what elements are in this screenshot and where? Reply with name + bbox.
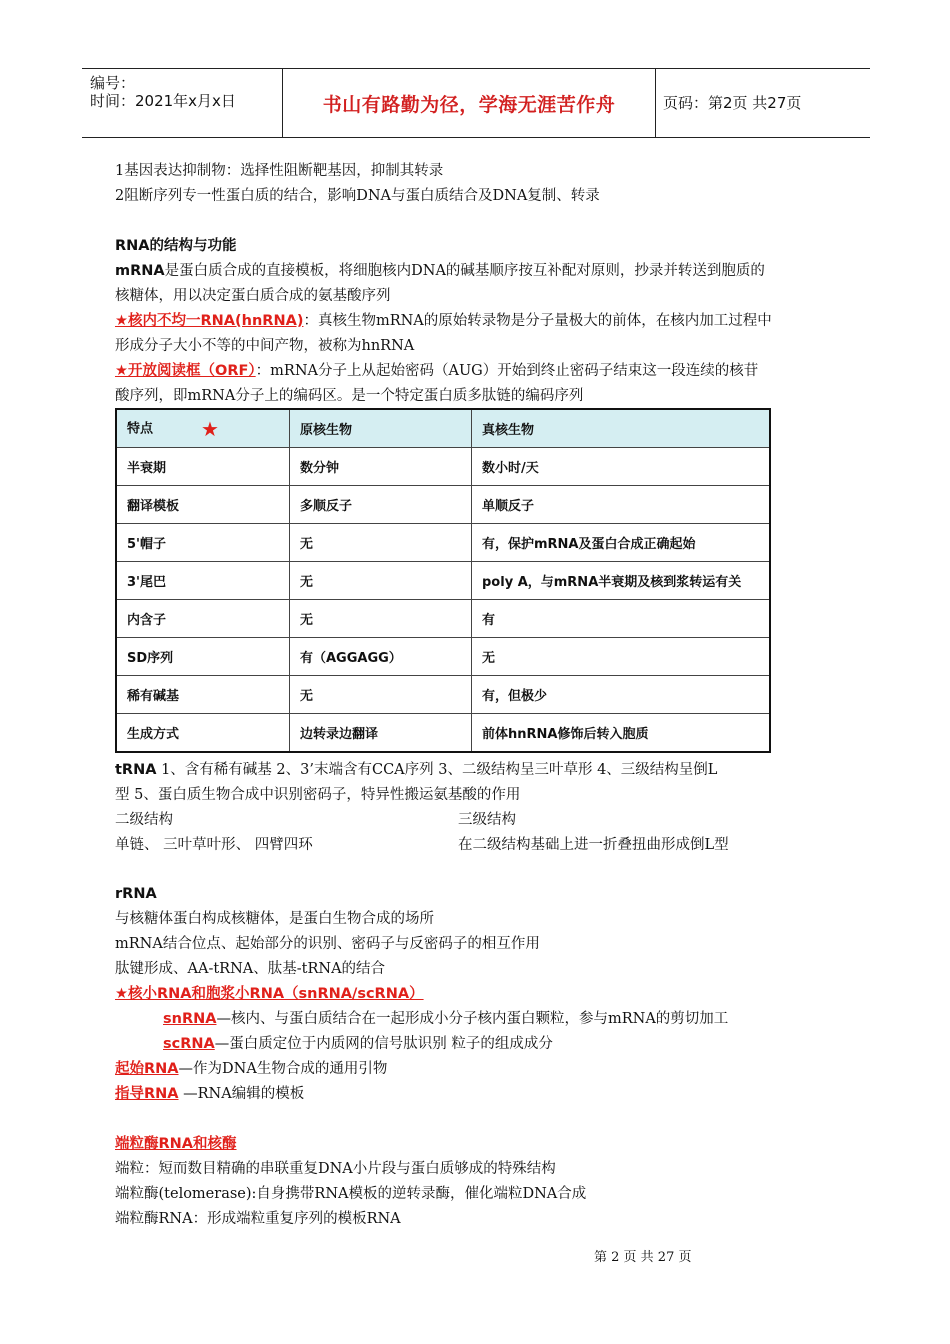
table-cell: 无: [290, 600, 472, 638]
telomere-line-1: 端粒：短而数目精确的串联重复DNA小片段与蛋白质够成的特殊结构: [115, 1161, 556, 1177]
mrna-term: mRNA: [115, 263, 165, 279]
table-cell: poly A，与mRNA半衰期及核到浆转运有关: [472, 562, 771, 600]
rrna-line-2: mRNA结合位点、起始部分的识别、密码子与反密码子的相互作用: [115, 936, 540, 952]
table-cell: 内含子: [116, 600, 290, 638]
mrna-comparison-table: [115, 408, 771, 753]
table-cell: 有，但极少: [472, 676, 771, 714]
telomere-title: 端粒酶RNA和核酶: [115, 1136, 237, 1152]
table-cell: 无: [290, 524, 472, 562]
table-row: [116, 600, 770, 638]
trna-term: tRNA: [115, 762, 157, 778]
trna-text: 1、含有稀有碱基 2、3’末端含有CCA序列 3、二级结构呈三叶草形 4、三级结构呈倒L: [156, 762, 718, 778]
mrna-text: 是蛋白质合成的直接模板，将细胞核内DNA的碱基顺序按互补配对原则，抄录并转送到胞质的: [164, 263, 765, 279]
orf-text: ：mRNA分子上从起始密码（AUG）开始到终止密码子结束这一段连续的核苷: [255, 363, 759, 379]
table-row: [116, 676, 770, 714]
rrna-line-3: 肽键形成、AA-tRNA、肽基-tRNA的结合: [115, 961, 386, 977]
hnrna-term-a: ★核内不均一: [115, 313, 201, 329]
intro-line-2: 2阻断序列专一性蛋白质的结合，影响DNA与蛋白质结合及DNA复制、转录: [115, 188, 600, 204]
table-cell: 有，保护mRNA及蛋白合成正确起始: [472, 524, 771, 562]
table-cell: 无: [290, 562, 472, 600]
tertiary-structure-title: 三级结构: [458, 812, 516, 828]
table-cell: 无: [290, 676, 472, 714]
table-row: [116, 562, 770, 600]
table-header-cell: 真核生物: [472, 409, 771, 448]
trna-text-2: 型 5、蛋白质生物合成中识别密码子，特异性搬运氨基酸的作用: [115, 787, 521, 803]
hnrna-paragraph: [115, 311, 772, 331]
primer-rna-line: 起始RNA—作为DNA生物合成的通用引物: [115, 1061, 388, 1077]
table-row: [116, 714, 770, 753]
table-cell: 多顺反子: [290, 486, 472, 524]
table-cell: 单顺反子: [472, 486, 771, 524]
table-header-cell: 特点 ★: [116, 409, 290, 448]
mrna-text-2: 核糖体，用以决定蛋白质合成的氨基酸序列: [115, 288, 391, 304]
secondary-structure-desc: 单链、 三叶草叶形、 四臂四环: [115, 837, 313, 853]
table-header-cell: 原核生物: [290, 409, 472, 448]
hnrna-term-b: RNA(hnRNA): [200, 313, 304, 329]
header-page-cell: [655, 69, 870, 137]
snrna-term: snRNA: [163, 1011, 217, 1027]
trna-paragraph: [115, 760, 717, 780]
small-rna-title: ★核小RNA和胞浆小RNA（snRNA/scRNA）: [115, 986, 424, 1002]
intro-line-1: 1基因表达抑制物：选择性阻断靶基因，抑制其转录: [115, 163, 444, 179]
header-motto-cell: [282, 69, 656, 137]
mrna-paragraph: [115, 261, 765, 281]
table-cell: 稀有碱基: [116, 676, 290, 714]
orf-paragraph: [115, 361, 758, 381]
star-icon: ★: [201, 416, 219, 441]
rrna-term: rRNA: [115, 886, 157, 902]
table-cell: 数小时/天: [472, 448, 771, 486]
table-row: [116, 448, 770, 486]
hnrna-text-2: 形成分子大小不等的中间产物，被称为hnRNA: [115, 338, 415, 354]
motto: 书山有路勤为径，学海无涯苦作舟: [322, 93, 616, 116]
page-footer: 第 2 页 共 27 页: [594, 1250, 692, 1265]
table-cell: 5'帽子: [116, 524, 290, 562]
orf-text-2: 酸序列，即mRNA分子上的编码区。是一个特定蛋白质多肽链的编码序列: [115, 388, 584, 404]
time-label: 时间：2021年x月x日: [90, 92, 236, 110]
telomere-line-3: 端粒酶RNA：形成端粒重复序列的模板RNA: [115, 1211, 401, 1227]
table-cell: 有（AGGAGG）: [290, 638, 472, 676]
table-row: [116, 638, 770, 676]
table-cell: 生成方式: [116, 714, 290, 753]
table-cell: 数分钟: [290, 448, 472, 486]
header-meta: [82, 69, 282, 137]
table-cell: 无: [472, 638, 771, 676]
table-header-row: [116, 409, 770, 448]
number-label: 编号：: [90, 74, 136, 92]
table-row: [116, 524, 770, 562]
table-cell: 有: [472, 600, 771, 638]
secondary-structure-title: 二级结构: [115, 812, 173, 828]
scrna-term: scRNA: [163, 1036, 215, 1052]
page-header: [82, 68, 870, 138]
snrna-line: snRNA—核内、与蛋白质结合在一起形成小分子核内蛋白颗粒，参与mRNA的剪切加工: [163, 1011, 729, 1027]
table-cell: 翻译模板: [116, 486, 290, 524]
rna-section-title: RNA的结构与功能: [115, 238, 237, 254]
tertiary-structure-desc: 在二级结构基础上进一折叠扭曲形成倒L型: [458, 837, 729, 853]
table-cell: 3'尾巴: [116, 562, 290, 600]
table-row: [116, 486, 770, 524]
hnrna-text: ：真核生物mRNA的原始转录物是分子量极大的前体，在核内加工过程中: [303, 313, 772, 329]
guide-rna-line: 指导RNA —RNA编辑的模板: [115, 1086, 305, 1102]
table-cell: 边转录边翻译: [290, 714, 472, 753]
table-cell: 前体hnRNA修饰后转入胞质: [472, 714, 771, 753]
rrna-line-1: 与核糖体蛋白构成核糖体，是蛋白生物合成的场所: [115, 911, 434, 927]
telomere-line-2: 端粒酶(telomerase):自身携带RNA模板的逆转录酶，催化端粒DNA合成: [115, 1186, 587, 1202]
table-cell: 半衰期: [116, 448, 290, 486]
orf-term: ★开放阅读框（ORF）: [115, 363, 256, 379]
page-info: 页码：第2页 共27页: [663, 94, 802, 112]
scrna-line: scRNA—蛋白质定位于内质网的信号肽识别 粒子的组成成分: [163, 1036, 553, 1052]
table-cell: SD序列: [116, 638, 290, 676]
